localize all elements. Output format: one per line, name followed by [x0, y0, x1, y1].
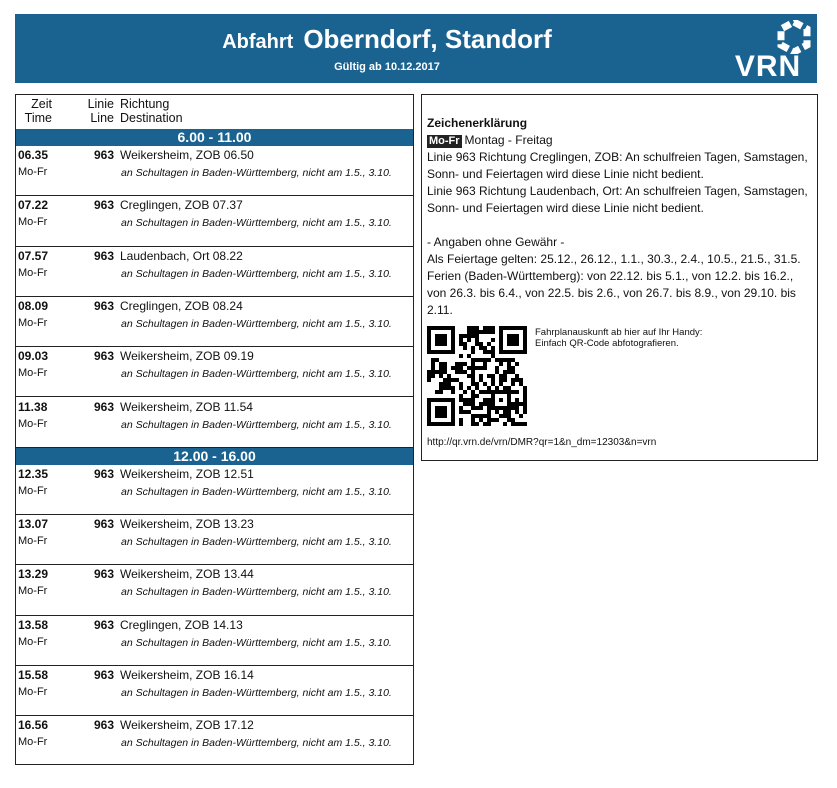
holidays: Als Feiertage gelten: 25.12., 26.12., 1.1., 30.3., 2.4., 10.5., 21.5., 31.5. — [427, 252, 801, 266]
qr-caption-line1: Fahrplanauskunft ab hier auf Ihr Handy: — [535, 327, 703, 338]
departure-row — [16, 247, 413, 297]
days-label: Mo-Fr — [18, 216, 48, 229]
line-number: 963 — [93, 466, 114, 481]
legend-title: Zeichenerklärung — [427, 116, 528, 130]
service-note: an Schultagen in Baden-Württemberg, nicht am 1.5., 3.10. — [121, 368, 392, 381]
destination: Creglingen, ZOB 07.37 — [120, 198, 243, 213]
note-creglingen: Linie 963 Richtung Creglingen, ZOB: An schulfreien Tagen, Samstagen, Sonn- und Feiertagen wird diese Linie nicht bedient. — [427, 150, 808, 181]
service-note: an Schultagen in Baden-Württemberg, nicht am 1.5., 3.10. — [121, 317, 392, 330]
days-label: Mo-Fr — [18, 316, 48, 329]
line-number: 963 — [93, 248, 114, 263]
destination: Creglingen, ZOB 14.13 — [120, 617, 243, 632]
col-time-de: Zeit — [31, 97, 52, 111]
header-banner — [15, 14, 817, 83]
departure-time: 12.35 — [18, 466, 49, 481]
line-number: 963 — [93, 148, 114, 162]
line-number: 963 — [93, 617, 114, 632]
service-note: an Schultagen in Baden-Württemberg, nicht am 1.5., 3.10. — [121, 267, 392, 280]
service-note: an Schultagen in Baden-Württemberg, nicht am 1.5., 3.10. — [121, 485, 392, 498]
departure-time: 07.57 — [18, 248, 49, 263]
departure-row — [16, 716, 413, 765]
departure-time: 13.07 — [18, 517, 49, 532]
qr-code-icon — [427, 326, 527, 426]
qr-url: http://qr.vrn.de/vrn/DMR?qr=1&n_dm=12303&n=vrn — [427, 437, 657, 448]
departure-row — [16, 347, 413, 397]
departure-time: 11.38 — [18, 399, 48, 414]
line-number: 963 — [93, 718, 114, 733]
col-dest-de: Richtung — [120, 97, 170, 111]
departure-row — [16, 398, 413, 448]
days-label: Mo-Fr — [18, 484, 48, 497]
destination: Weikersheim, ZOB 11.54 — [120, 399, 253, 414]
col-line-en: Line — [90, 111, 114, 125]
column-header-line — [56, 97, 114, 125]
stop-name: Oberndorf, Standorf — [303, 24, 552, 54]
days-label: Mo-Fr — [18, 417, 48, 430]
col-time-en: Time — [24, 111, 52, 125]
line-number: 963 — [93, 668, 114, 682]
vacations: Ferien (Baden-Württemberg): von 22.12. bis 5.1., von 12.2. bis 16.2., von 26.3. bis 6.4., von 22.5. bis 2.6., von 26.7. bis 8.9., von 29.10. bis 2.11. — [427, 269, 796, 317]
days-label: Mo-Fr — [18, 635, 48, 648]
departure-time: 16.56 — [18, 718, 49, 733]
line-number: 963 — [93, 517, 114, 532]
departure-time: 07.22 — [18, 198, 49, 213]
vrn-logo-icon — [776, 20, 812, 54]
badge-explanation: Montag - Freitag — [464, 133, 553, 147]
line-number: 963 — [93, 198, 114, 213]
days-label: Mo-Fr — [18, 736, 48, 749]
departure-row — [16, 196, 413, 246]
col-dest-en: Destination — [120, 111, 183, 125]
destination: Weikersheim, ZOB 09.19 — [120, 349, 254, 364]
destination: Weikersheim, ZOB 13.23 — [120, 517, 254, 532]
days-label: Mo-Fr — [18, 367, 48, 380]
departure-time: 06.35 — [18, 148, 49, 162]
destination: Weikersheim, ZOB 17.12 — [120, 718, 254, 733]
time-section-header: 12.00 - 16.00 — [16, 448, 413, 465]
service-note: an Schultagen in Baden-Württemberg, nicht am 1.5., 3.10. — [121, 167, 392, 179]
departure-row — [16, 297, 413, 347]
line-number: 963 — [93, 399, 114, 414]
days-label: Mo-Fr — [18, 535, 48, 548]
departure-row — [16, 146, 413, 196]
destination: Weikersheim, ZOB 13.44 — [120, 567, 254, 582]
service-note: an Schultagen in Baden-Württemberg, nicht am 1.5., 3.10. — [121, 636, 392, 649]
line-number: 963 — [93, 298, 114, 313]
departure-row — [16, 465, 413, 515]
note-laudenbach: Linie 963 Richtung Laudenbach, Ort: An schulfreien Tagen, Samstagen, Sonn- und Feiertagen wird diese Linie nicht bedient. — [427, 184, 808, 215]
line-number: 963 — [93, 349, 114, 364]
days-badge: Mo-Fr — [429, 135, 460, 147]
departure-time: 15.58 — [18, 668, 49, 682]
qr-caption-line2: Einfach QR-Code abfotografieren. — [535, 338, 679, 349]
valid-from-text: Gültig ab 10.12.2017 — [334, 61, 440, 73]
departure-row — [16, 515, 413, 565]
service-note: an Schultagen in Baden-Württemberg, nicht am 1.5., 3.10. — [121, 687, 392, 699]
destination: Weikersheim, ZOB 16.14 — [120, 668, 254, 682]
departure-row — [16, 565, 413, 615]
service-note: an Schultagen in Baden-Württemberg, nicht am 1.5., 3.10. — [121, 737, 392, 750]
vrn-logo — [719, 14, 817, 83]
destination: Laudenbach, Ort 08.22 — [120, 248, 243, 263]
qr-block — [427, 326, 813, 428]
days-label: Mo-Fr — [18, 266, 48, 279]
title-prefix: Abfahrt — [222, 31, 294, 53]
page-title — [15, 24, 759, 55]
days-label: Mo-Fr — [18, 166, 48, 178]
service-note: an Schultagen in Baden-Württemberg, nicht am 1.5., 3.10. — [121, 217, 392, 230]
disclaimer: - Angaben ohne Gewähr - — [427, 235, 565, 249]
line-number: 963 — [93, 567, 114, 582]
legend-badge-row — [427, 132, 813, 149]
departure-time: 13.58 — [18, 617, 49, 632]
column-header-time — [16, 97, 52, 125]
legend-box — [421, 94, 818, 461]
destination: Weikersheim, ZOB 06.50 — [120, 148, 254, 162]
departure-table — [15, 94, 414, 765]
time-section-header: 6.00 - 11.00 — [16, 129, 413, 146]
logo-text: VRN — [734, 50, 802, 83]
service-note: an Schultagen in Baden-Württemberg, nicht am 1.5., 3.10. — [121, 586, 392, 599]
departure-time: 09.03 — [18, 349, 49, 364]
departure-time: 13.29 — [18, 567, 49, 582]
destination: Weikersheim, ZOB 12.51 — [120, 466, 254, 481]
col-line-de: Linie — [87, 97, 114, 111]
days-label: Mo-Fr — [18, 585, 48, 598]
column-header-destination — [120, 97, 183, 125]
destination: Creglingen, ZOB 08.24 — [120, 298, 243, 313]
departure-row — [16, 666, 413, 716]
service-note: an Schultagen in Baden-Württemberg, nicht am 1.5., 3.10. — [121, 536, 392, 549]
qr-caption — [535, 327, 702, 349]
days-label: Mo-Fr — [18, 686, 48, 698]
service-note: an Schultagen in Baden-Württemberg, nicht am 1.5., 3.10. — [121, 418, 392, 431]
departure-time: 08.09 — [18, 298, 49, 313]
departure-row — [16, 616, 413, 666]
